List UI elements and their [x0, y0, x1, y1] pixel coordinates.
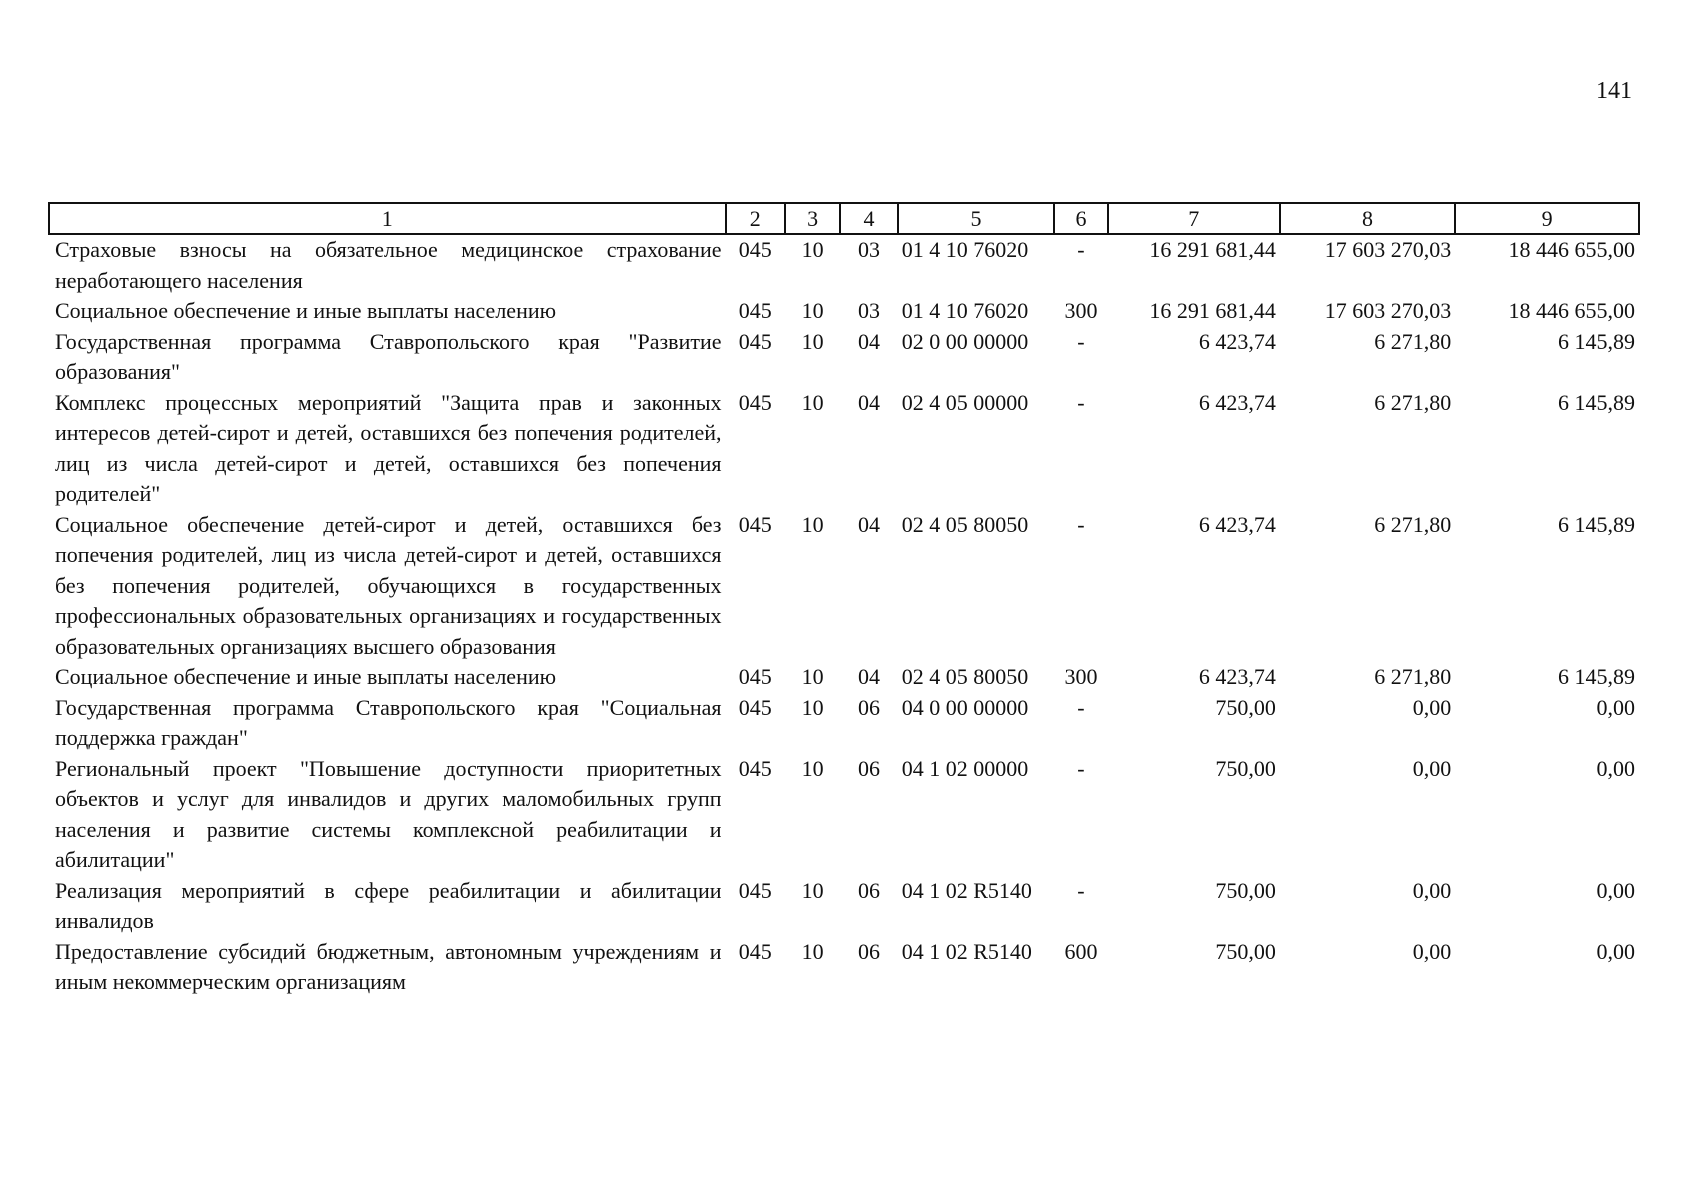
cell-target-article: 01 4 10 76020: [901, 298, 1029, 323]
cell-ministry: 045: [738, 877, 772, 903]
table-row: [49, 388, 1639, 510]
header-cell: 3: [785, 203, 840, 234]
cell-amount-9: 0,00: [1596, 877, 1635, 903]
table-row: [49, 510, 1639, 663]
cell-section: 10: [801, 755, 824, 781]
cell-ministry: 045: [738, 664, 772, 689]
cell-expense-type: 600: [1064, 938, 1098, 964]
cell-expense-type: -: [1077, 389, 1085, 415]
row-name: Социальное обеспечение детей-сирот и детей, оставшихся без попечения родителей, лиц из числа детей-сирот и детей, оставшихся без попечения родителей, обучающихся в государственных профессиональных образовательных организациях и государственных образовательных организациях высшего образования: [55, 511, 722, 659]
cell-amount-7: 750,00: [1215, 938, 1276, 964]
cell-expense-type: -: [1077, 755, 1085, 781]
cell-amount-8: 6 271,80: [1374, 511, 1452, 537]
cell-target-article: 04 1 02 00000: [901, 755, 1029, 781]
table-row: [49, 327, 1639, 388]
cell-subsection: 04: [858, 511, 881, 537]
cell-amount-7: 750,00: [1215, 877, 1276, 903]
cell-expense-type: 300: [1064, 298, 1098, 323]
cell-amount-9: 6 145,89: [1558, 389, 1635, 415]
row-name: Государственная программа Ставропольского края "Развитие образования": [55, 328, 722, 384]
table-row: [49, 662, 1639, 693]
cell-section: 10: [801, 511, 824, 537]
cell-amount-8: 0,00: [1412, 694, 1452, 720]
row-name: Социальное обеспечение и иные выплаты населению: [55, 664, 557, 689]
cell-target-article: 04 1 02 R5140: [901, 877, 1032, 903]
header-cell: 1: [49, 203, 726, 234]
cell-amount-7: 16 291 681,44: [1149, 237, 1276, 262]
cell-section: 10: [801, 237, 824, 262]
header-row: [49, 203, 1639, 234]
cell-subsection: 04: [858, 328, 881, 354]
cell-amount-8: 6 271,80: [1374, 389, 1452, 415]
cell-subsection: 04: [858, 389, 881, 415]
cell-amount-8: 6 271,80: [1374, 664, 1452, 689]
row-name: Региональный проект "Повышение доступности приоритетных объектов и услуг для инвалидов и других маломобильных групп населения и развитие системы комплексной реабилитации и абилитации": [55, 755, 722, 872]
cell-amount-7: 6 423,74: [1198, 511, 1276, 537]
cell-target-article: 04 1 02 R5140: [901, 938, 1032, 964]
header-cell: 6: [1054, 203, 1107, 234]
cell-ministry: 045: [738, 755, 772, 781]
cell-ministry: 045: [738, 694, 772, 720]
row-name: Государственная программа Ставропольского края "Социальная поддержка граждан": [55, 694, 722, 750]
cell-section: 10: [801, 694, 824, 720]
budget-table: [48, 202, 1640, 998]
cell-ministry: 045: [738, 237, 772, 262]
cell-amount-8: 6 271,80: [1374, 328, 1452, 354]
row-name: Страховые взносы на обязательное медицинское страхование неработающего населения: [55, 237, 722, 293]
cell-subsection: 06: [858, 694, 881, 720]
cell-subsection: 04: [858, 664, 881, 689]
cell-subsection: 03: [858, 298, 881, 323]
cell-amount-7: 6 423,74: [1198, 664, 1276, 689]
cell-subsection: 06: [858, 755, 881, 781]
cell-amount-7: 750,00: [1215, 755, 1276, 781]
cell-section: 10: [801, 389, 824, 415]
cell-amount-9: 6 145,89: [1558, 511, 1635, 537]
header-cell: 7: [1108, 203, 1280, 234]
cell-amount-7: 6 423,74: [1198, 328, 1276, 354]
table-row: [49, 296, 1639, 327]
cell-subsection: 06: [858, 938, 881, 964]
cell-ministry: 045: [738, 511, 772, 537]
cell-ministry: 045: [738, 298, 772, 323]
cell-ministry: 045: [738, 328, 772, 354]
row-name: Предоставление субсидий бюджетным, автономным учреждениям и иным некоммерческим организациям: [55, 938, 722, 994]
cell-target-article: 04 0 00 00000: [901, 694, 1029, 720]
row-name: Социальное обеспечение и иные выплаты населению: [55, 298, 557, 323]
cell-amount-9: 0,00: [1596, 938, 1635, 964]
cell-expense-type: -: [1077, 328, 1085, 354]
cell-section: 10: [801, 938, 824, 964]
header-cell: 2: [726, 203, 786, 234]
cell-amount-7: 16 291 681,44: [1149, 298, 1276, 323]
cell-target-article: 02 4 05 80050: [901, 664, 1029, 689]
cell-amount-9: 6 145,89: [1558, 328, 1635, 354]
cell-amount-9: 0,00: [1596, 694, 1635, 720]
table-row: [49, 693, 1639, 754]
cell-expense-type: -: [1077, 877, 1085, 903]
cell-section: 10: [801, 664, 824, 689]
cell-amount-8: 17 603 270,03: [1324, 237, 1452, 262]
table-row: [49, 234, 1639, 296]
cell-expense-type: -: [1077, 237, 1085, 262]
cell-subsection: 03: [858, 237, 881, 262]
table-row: [49, 754, 1639, 876]
cell-amount-7: 750,00: [1215, 694, 1276, 720]
cell-ministry: 045: [738, 389, 772, 415]
cell-target-article: 02 4 05 00000: [901, 389, 1029, 415]
cell-amount-8: 0,00: [1412, 877, 1452, 903]
cell-expense-type: -: [1077, 511, 1085, 537]
cell-target-article: 01 4 10 76020: [901, 237, 1029, 262]
cell-amount-8: 0,00: [1412, 755, 1452, 781]
cell-section: 10: [801, 298, 824, 323]
table-row: [49, 937, 1639, 998]
row-name: Комплекс процессных мероприятий "Защита прав и законных интересов детей-сирот и детей, оставшихся без попечения родителей, лиц из числа детей-сирот и детей, оставшихся без попечения родителей": [55, 389, 722, 506]
cell-amount-9: 0,00: [1596, 755, 1635, 781]
cell-amount-9: 6 145,89: [1558, 664, 1635, 689]
header-cell: 8: [1280, 203, 1455, 234]
table-row: [49, 876, 1639, 937]
cell-amount-9: 18 446 655,00: [1508, 237, 1635, 262]
row-name: Реализация мероприятий в сфере реабилитации и абилитации инвалидов: [55, 877, 722, 933]
cell-expense-type: -: [1077, 694, 1085, 720]
cell-target-article: 02 0 00 00000: [901, 328, 1029, 354]
cell-expense-type: 300: [1064, 664, 1098, 689]
cell-amount-7: 6 423,74: [1198, 389, 1276, 415]
cell-target-article: 02 4 05 80050: [901, 511, 1029, 537]
cell-amount-9: 18 446 655,00: [1508, 298, 1635, 323]
cell-section: 10: [801, 877, 824, 903]
cell-ministry: 045: [738, 938, 772, 964]
cell-section: 10: [801, 328, 824, 354]
page-number: 141: [1596, 78, 1632, 104]
header-cell: 4: [840, 203, 897, 234]
cell-amount-8: 0,00: [1412, 938, 1452, 964]
header-cell: 5: [898, 203, 1055, 234]
header-cell: 9: [1455, 203, 1639, 234]
cell-amount-8: 17 603 270,03: [1324, 298, 1452, 323]
cell-subsection: 06: [858, 877, 881, 903]
